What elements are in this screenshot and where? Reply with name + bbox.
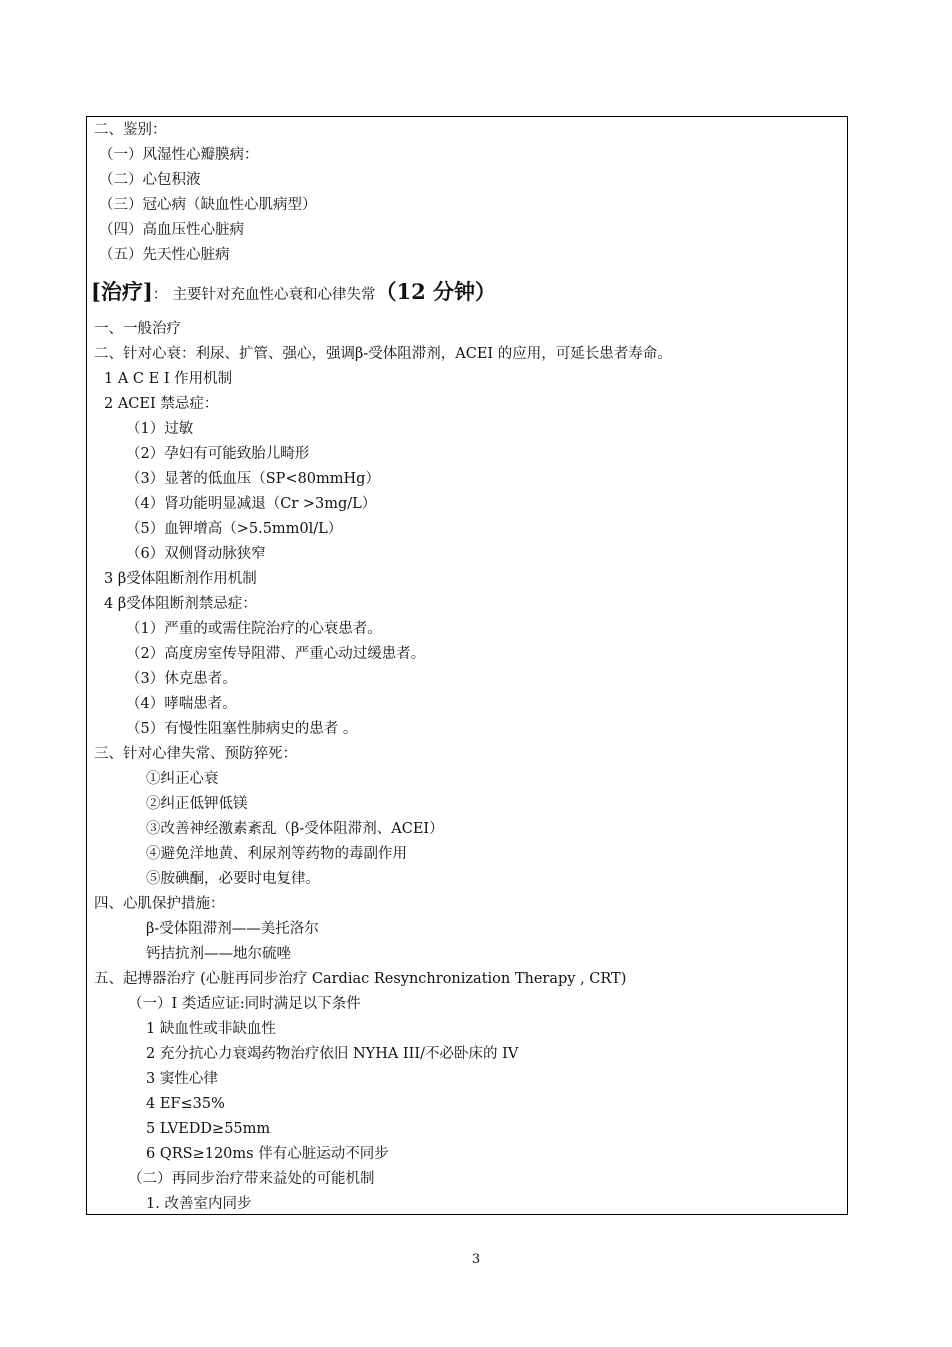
list-item: ②纠正低钾低镁 <box>146 796 248 812</box>
list-item: ④避免洋地黄、利尿剂等药物的毒副作用 <box>146 846 407 862</box>
list-item: （2）高度房室传导阻滞、严重心动过缓患者。 <box>126 646 426 662</box>
list-item: ①纠正心衰 <box>146 771 219 787</box>
list-item: （5）有慢性阻塞性肺病史的患者 。 <box>126 721 358 737</box>
list-item: β-受体阻滞剂——美托洛尔 <box>146 921 319 937</box>
list-item: ③改善神经激素紊乱（β-受体阻滞剂、ACEI） <box>146 821 444 837</box>
list-item: （二）心包积液 <box>99 172 201 188</box>
list-item: （一）风湿性心瓣膜病： <box>99 147 259 163</box>
list-item: （二）再同步治疗带来益处的可能机制 <box>128 1171 375 1187</box>
list-item: 4 β受体阻断剂禁忌症： <box>104 596 257 612</box>
list-item: 2 ACEI 禁忌症： <box>104 396 219 412</box>
list-item: （五）先天性心脏病 <box>99 247 230 263</box>
section-arrhythmia: 三、针对心律失常、预防猝死： <box>94 746 297 762</box>
list-item: 4 EF≤35% <box>146 1096 225 1112</box>
list-item: （1）过敏 <box>126 421 194 437</box>
list-item: （四）高血压性心脏病 <box>99 222 244 238</box>
list-item: （6）双侧肾动脉狭窄 <box>126 546 266 562</box>
list-item: ⑤胺碘酮，必要时电复律。 <box>146 871 320 887</box>
list-item: 钙拮抗剂——地尔硫唑 <box>146 946 291 962</box>
list-item: （三）冠心病（缺血性心肌病型） <box>99 197 317 213</box>
list-item: （1）严重的或需住院治疗的心衰患者。 <box>126 621 382 637</box>
list-item: （3）显著的低血压（SP<80mmHg） <box>126 471 380 487</box>
treatment-heading-text: 主要针对充血性心衰和心律失常 <box>172 287 376 303</box>
list-item: 3 窦性心律 <box>146 1071 218 1087</box>
section-pacemaker: 五、起搏器治疗 (心脏再同步治疗 Cardiac Resynchronization Therapy , CRT) <box>94 971 627 987</box>
section-general-treatment: 一、一般治疗 <box>94 321 181 337</box>
list-item: 1 缺血性或非缺血性 <box>146 1021 276 1037</box>
list-item: 1. 改善室内同步 <box>146 1196 252 1212</box>
list-item: （3）休克患者。 <box>126 671 237 687</box>
page-number: 3 <box>471 1252 481 1267</box>
list-item: （2）孕妇有可能致胎儿畸形 <box>126 446 310 462</box>
section-differential-title: 二、鉴别： <box>94 122 167 138</box>
list-item: 1 A C E I 作用机制 <box>104 371 233 387</box>
treatment-heading <box>91 278 496 309</box>
list-item: （4）哮喘患者。 <box>126 696 237 712</box>
list-item: （4）肾功能明显减退（Cr >3mg/L） <box>126 496 377 512</box>
list-item: 6 QRS≥120ms 伴有心脏运动不同步 <box>146 1146 389 1162</box>
section-myocardial-protection: 四、心肌保护措施： <box>94 896 225 912</box>
treatment-heading-colon: ： <box>152 287 168 303</box>
list-item: （5）血钾增高（>5.5mm0l/L） <box>126 521 343 537</box>
list-item: 2 充分抗心力衰竭药物治疗依旧 NYHA III/不必卧床的 IV <box>146 1046 519 1062</box>
section-heart-failure: 二、针对心衰：利尿、扩管、强心，强调β-受体阻滞剂，ACEI 的应用，可延长患者寿命。 <box>94 346 672 362</box>
list-item: 3 β受体阻断剂作用机制 <box>104 571 257 587</box>
treatment-heading-label: [治疗] <box>91 279 153 304</box>
treatment-heading-time: （12 分钟） <box>375 279 497 304</box>
list-item: 5 LVEDD≥55mm <box>146 1121 271 1137</box>
list-item: （一）I 类适应证:同时满足以下条件 <box>128 996 361 1012</box>
